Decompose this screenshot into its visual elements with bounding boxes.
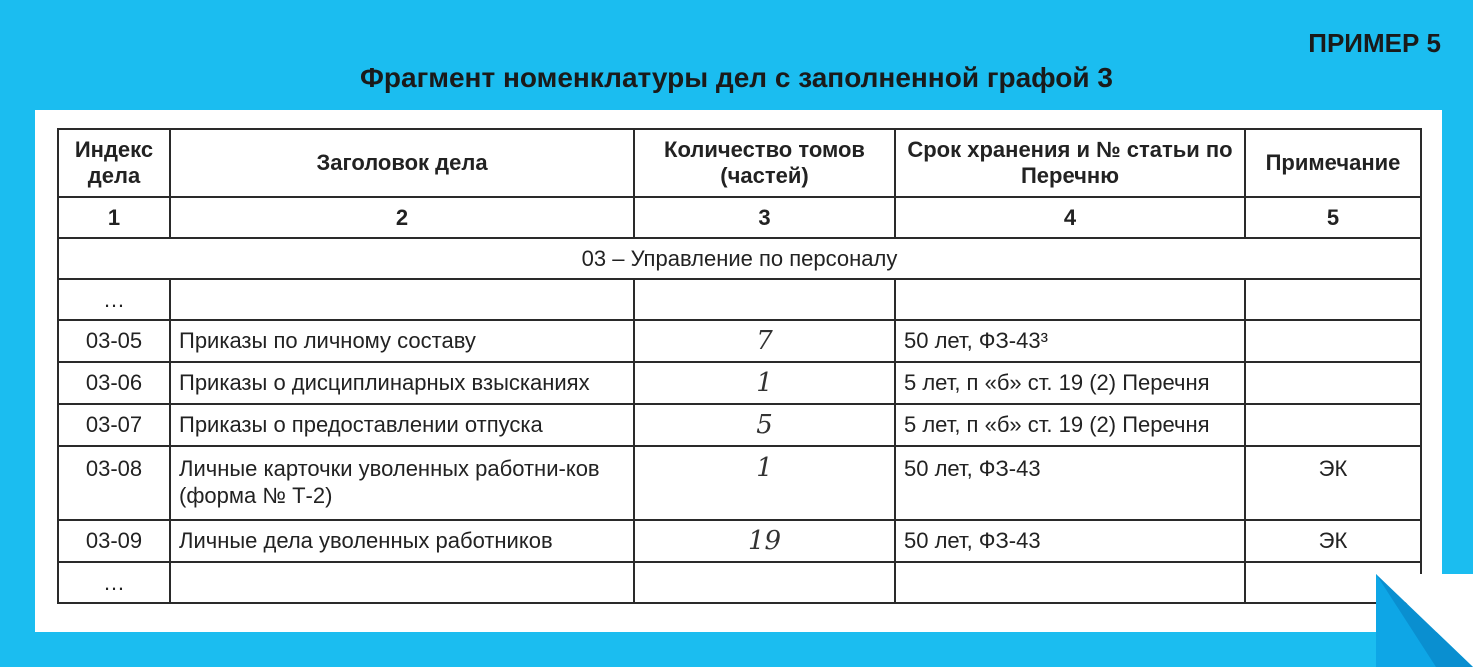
col-header-index: Индекс дела	[58, 129, 170, 197]
col-header-note: Примечание	[1245, 129, 1421, 197]
document-title: Фрагмент номенклатуры дел с заполненной графой 3	[360, 62, 1113, 93]
column-number-row	[58, 197, 1421, 238]
case-title: Приказы о предоставлении отпуска	[170, 404, 634, 446]
col-number: 4	[895, 197, 1245, 238]
col-header-volumes: Количество томов (частей)	[634, 129, 895, 197]
table-row	[58, 404, 1421, 446]
case-note	[1245, 320, 1421, 362]
ellipsis: …	[58, 279, 170, 320]
example-label: ПРИМЕР 5	[1308, 28, 1441, 58]
empty-cell	[634, 562, 895, 603]
case-title: Личные дела уволенных работников	[170, 520, 634, 562]
case-volumes: 1	[634, 362, 895, 404]
case-title: Приказы о дисциплинарных взысканиях	[170, 362, 634, 404]
header-row	[58, 129, 1421, 197]
case-index: 03-08	[58, 446, 170, 520]
empty-cell	[895, 279, 1245, 320]
case-note	[1245, 404, 1421, 446]
page-fold-corner	[1376, 574, 1473, 667]
table-row	[58, 362, 1421, 404]
case-term: 50 лет, ФЗ-43	[895, 520, 1245, 562]
case-note: ЭК	[1245, 446, 1421, 520]
case-title: Личные карточки уволенных работни-ков (форма № Т-2)	[170, 446, 634, 520]
section-title: 03 – Управление по персоналу	[58, 238, 1421, 279]
table-row	[58, 320, 1421, 362]
case-volumes: 19	[634, 520, 895, 562]
empty-cell	[1245, 279, 1421, 320]
empty-cell	[634, 279, 895, 320]
table-row	[58, 446, 1421, 520]
ellipsis-row	[58, 562, 1421, 603]
col-number: 2	[170, 197, 634, 238]
case-note	[1245, 362, 1421, 404]
case-volumes: 7	[634, 320, 895, 362]
col-number: 1	[58, 197, 170, 238]
section-row	[58, 238, 1421, 279]
case-term: 5 лет, п «б» ст. 19 (2) Перечня	[895, 362, 1245, 404]
empty-cell	[170, 279, 634, 320]
case-index: 03-07	[58, 404, 170, 446]
case-index: 03-05	[58, 320, 170, 362]
case-title: Приказы по личному составу	[170, 320, 634, 362]
case-note: ЭК	[1245, 520, 1421, 562]
ellipsis: …	[58, 562, 170, 603]
empty-cell	[170, 562, 634, 603]
case-term: 50 лет, ФЗ-43³	[895, 320, 1245, 362]
ellipsis-row	[58, 279, 1421, 320]
case-index: 03-09	[58, 520, 170, 562]
case-term: 50 лет, ФЗ-43	[895, 446, 1245, 520]
col-number: 3	[634, 197, 895, 238]
col-header-title: Заголовок дела	[170, 129, 634, 197]
table-row	[58, 520, 1421, 562]
case-term: 5 лет, п «б» ст. 19 (2) Перечня	[895, 404, 1245, 446]
empty-cell	[895, 562, 1245, 603]
case-volumes: 5	[634, 404, 895, 446]
case-index: 03-06	[58, 362, 170, 404]
col-header-term: Срок хранения и № статьи по Перечню	[895, 129, 1245, 197]
case-volumes: 1	[634, 446, 895, 520]
nomenclature-table	[57, 128, 1422, 604]
col-number: 5	[1245, 197, 1421, 238]
